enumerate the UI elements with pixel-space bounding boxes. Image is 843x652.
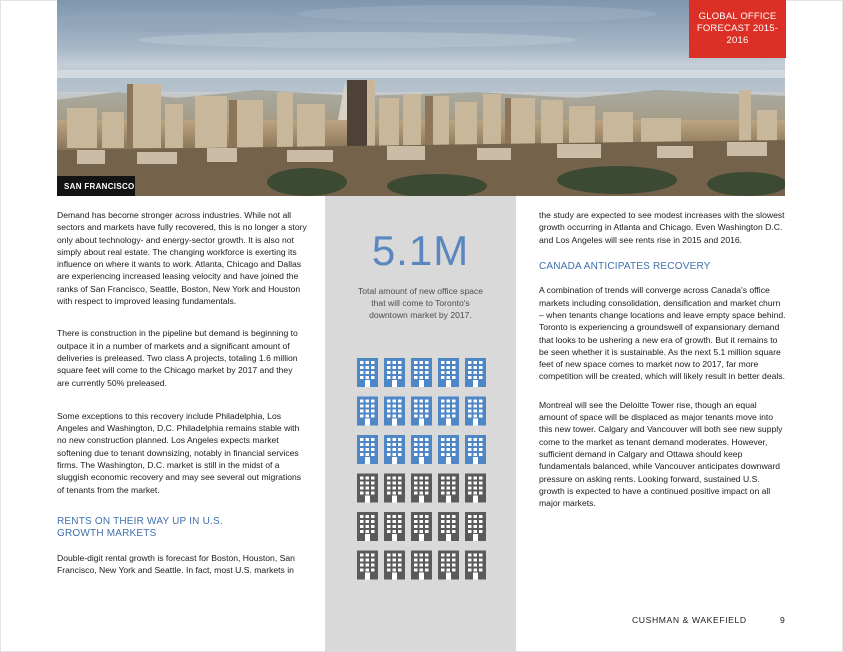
skyline-illustration: [57, 0, 785, 196]
office-building-icon: [384, 551, 405, 580]
rents-heading: [57, 516, 307, 541]
left-paragraph-1: Demand has become stronger across industries. While not all sectors and markets have fully recovered, this is no longer a story only about technology- and energy-sector growth. It is also not simply about real estate. The changing workforce is exerting its influence on where it wants to work. Atlanta, Chicago and Dallas are experiencing increased leasing velocity and have joined the ranks of San Francisco, Seattle, Boston, New York and Houston with respect to improved leasing fundamentals.: [57, 210, 307, 307]
left-paragraph-2: There is construction in the pipeline but demand is beginning to outpace it in a number of markets and a significant amount of deliveries is preleased. Two class A projects, totaling 1.6 million square feet will come to the Chicago market by 2017 and they are currently 50% preleased.: [57, 328, 298, 388]
office-building-icon: [465, 474, 486, 503]
badge-line-2: FORECAST 2015-2016: [696, 23, 779, 46]
office-building-icon: [357, 474, 378, 503]
office-building-icon: [438, 358, 459, 387]
office-building-icon: [357, 358, 378, 387]
office-building-icon: [465, 397, 486, 426]
office-building-icon: [357, 435, 378, 464]
left-paragraph-4: Double-digit rental growth is forecast for Boston, Houston, San Francisco, New York and Seattle. In fact, most U.S. markets in: [57, 552, 295, 576]
page-number: 9: [780, 615, 785, 625]
rents-heading-line-2: GROWTH MARKETS: [57, 528, 157, 540]
office-building-icon: [465, 435, 486, 464]
office-building-icon: [438, 474, 459, 503]
forecast-badge: [689, 0, 786, 58]
office-building-icon: [357, 397, 378, 426]
office-building-icon: [411, 551, 432, 580]
office-building-icon: [438, 397, 459, 426]
left-column: [57, 209, 307, 589]
city-skyline-photo: [57, 0, 785, 196]
office-building-icon: [384, 397, 405, 426]
office-building-icon: [411, 474, 432, 503]
office-building-icon: [465, 512, 486, 541]
right-paragraph-2: A combination of trends will converge across Canada's office markets including consolidation, densification and market churn – when tenants change locations and leave empty space behind. Toronto is experiencing a groundswell of expansionary demand that looks to be ushering a new era of growth. But it remains to be seen whether it is sustainable. As the next 5.1 million square feet of new space comes to market now to 2017, far more competition will be created, which will likely result in better deals.: [539, 285, 786, 382]
big-stat-number: 5.1M: [371, 227, 470, 274]
office-building-icon: [384, 358, 405, 387]
building-icon-grid: [357, 358, 487, 580]
right-paragraph-1: the study are expected to see modest increases with the slowest growth occurring in Atlanta and Chicago. Even Washington D.C. and Los Angeles will see rents rise in 2015 and 2016.: [539, 210, 785, 245]
office-building-icon: [384, 474, 405, 503]
office-building-icon: [411, 512, 432, 541]
office-building-icon: [357, 512, 378, 541]
office-building-icon: [384, 435, 405, 464]
office-building-icon: [438, 435, 459, 464]
office-building-icon: [357, 551, 378, 580]
office-building-icon: [411, 397, 432, 426]
office-building-icon: [411, 358, 432, 387]
badge-line-1: GLOBAL OFFICE: [698, 11, 777, 22]
stat-caption: Total amount of new office space that will come to Toronto's downtown market by 2017.: [357, 286, 483, 321]
rents-heading-line-1: RENTS ON THEIR WAY UP IN U.S.: [57, 515, 223, 527]
office-building-icon: [465, 358, 486, 387]
left-paragraph-3: Some exceptions to this recovery include Philadelphia, Los Angeles and Washington, D.C. Philadelphia remains stable with no new construction planned. Los Angeles expects market softening due to tenant downsizing, notably in financial services firms. The Washington, D.C. market is still in the midst of a sluggish economic recovery and may see several out migrations of tenants from the market.: [57, 410, 302, 495]
office-building-icon: [438, 512, 459, 541]
office-building-icon: [411, 435, 432, 464]
office-building-icon: [438, 551, 459, 580]
office-building-icon: [384, 512, 405, 541]
right-paragraph-3: Montreal will see the Deloitte Tower rise, though an equal amount of space will be displaced as major tenants move into this new tower. Calgary and Vancouver will both see new supply come to the market as tenant demand moderates. However, sufficient demand in Calgary and Ottawa should keep fundamentals balanced, while Vancouver anticipates downward pressure on asking rents. Looking forward, sustained U.S. growth is expected to have a continued positive impact on all major markets.: [539, 399, 783, 509]
office-building-icon: [465, 551, 486, 580]
canada-heading: CANADA ANTICIPATES RECOVERY: [539, 260, 711, 272]
photo-location-label: SAN FRANCISCO: [57, 176, 135, 196]
footer-brand: CUSHMAN & WAKEFIELD: [632, 615, 747, 625]
right-column: [539, 209, 787, 521]
